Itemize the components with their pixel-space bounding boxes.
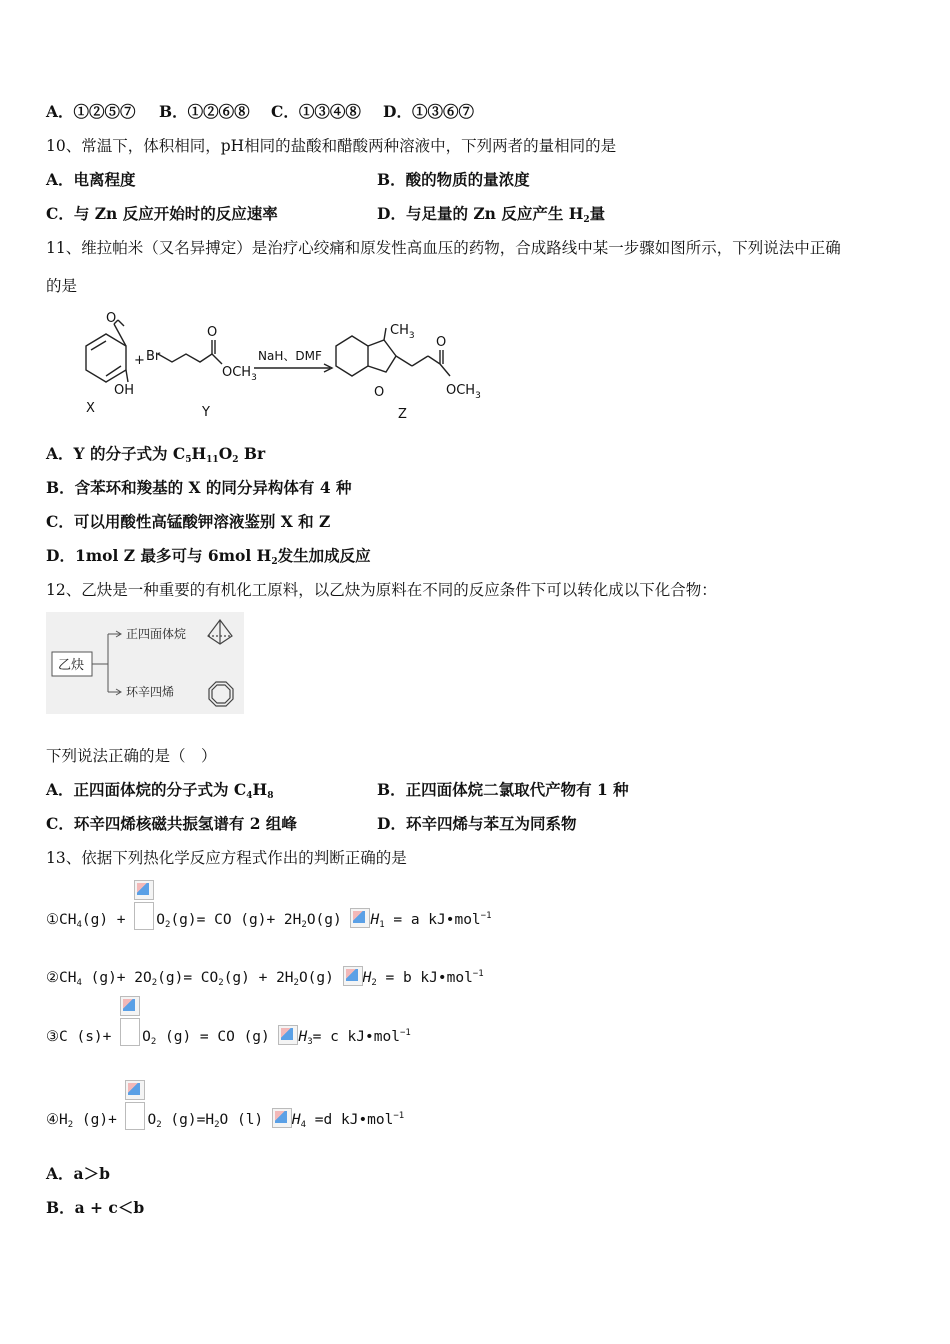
q11-option-c: C．可以用酸性高锰酸钾溶液鉴别 X 和 Z <box>46 512 331 531</box>
q13-equation-2: $②CH_4$ $(g)+ 2O_2(g)= CO_2(g) + 2H_2O(g)$ $H_2 = b$ kJ•mol$^{-1}$ <box>46 964 484 993</box>
z-ester-group: $OCH_3$ <box>446 383 481 401</box>
z-carbonyl-o: O <box>436 335 447 350</box>
cyclooctatetraene-icon <box>209 682 233 706</box>
delta-symbol-icon <box>278 1025 298 1045</box>
q12-stem: 12、乙炔是一种重要的有机化工原料，以乙炔为原料在不同的反应条件下可以转化成以下化合物： <box>46 581 717 599</box>
q11-stem: 11、维拉帕米（又名异搏定）是治疗心绞痛和原发性高血压的药物，合成路线中某一步骤如图所示，下列说法中正确 <box>46 239 841 257</box>
q10-stem: 10、常温下，体积相同，pH相同的盐酸和醋酸两种溶液中，下列两者的量相同的是 <box>46 137 617 155</box>
delta-symbol-icon <box>350 908 370 928</box>
q13-option-a: A．a＞b <box>46 1164 110 1183</box>
q11-option-a: A．Y 的分子式为 $C_5H_{11}O_2$ Br <box>46 444 266 465</box>
x-label: X <box>86 401 95 416</box>
q10-option-d: D．与足量的 Zn 反应产生 $H_2$量 <box>377 204 606 225</box>
q12-option-b: B．正四面体烷二氯取代产物有 1 种 <box>377 780 629 799</box>
q9-option-c: C．①③④⑧ <box>271 102 361 121</box>
q13-equation-4: $④H_2$ $(g)+ O_2$ $(g)=H_2O$ (l) $H_4 =d$ kJ•mol$^{-1}$ <box>46 1106 404 1135</box>
q11-reaction-scheme <box>46 306 506 426</box>
delta-symbol-icon <box>272 1108 292 1128</box>
z-label: Z <box>398 407 407 422</box>
q13-stem: 13、依据下列热化学反应方程式作出的判断正确的是 <box>46 849 407 867</box>
q13-equation-3: ③C $(s)+ O_2$ (g) = CO (g) $H_3= c$ kJ•mol$^{-1}$ <box>46 1023 411 1052</box>
q12-question: 下列说法正确的是（ ） <box>46 747 217 765</box>
q13-option-b: B．a + c＜b <box>46 1198 145 1217</box>
q9-option-d: D．①③⑥⑦ <box>383 102 474 121</box>
q11-option-b: B．含苯环和羧基的 X 的同分异构体有 4 种 <box>46 478 352 497</box>
diagram-tetrahedrane-label: 正四面体烷 <box>126 627 187 641</box>
x-hydroxyl: OH <box>114 383 135 398</box>
q11-stem-cont: 的是 <box>46 277 78 295</box>
q12-option-d: D．环辛四烯与苯互为同系物 <box>377 814 577 833</box>
q10-option-c: C．与 Zn 反应开始时的反应速率 <box>46 204 278 223</box>
y-label: Y <box>202 405 210 420</box>
y-bromine: Br <box>146 349 161 364</box>
diagram-acetylene: 乙炔 <box>58 658 85 673</box>
y-carbonyl-o: O <box>207 325 218 340</box>
x-carbonyl-o: O <box>106 311 117 326</box>
broken-image-icon <box>134 880 154 900</box>
delta-symbol-icon <box>343 966 363 986</box>
diagram-cyclooctatetraene-label: 环辛四烯 <box>126 685 175 699</box>
z-benzene-ring <box>336 336 368 376</box>
q10-option-b: B．酸的物质的量浓度 <box>377 170 530 189</box>
q9-option-b: B．①②⑥⑧ <box>159 102 250 121</box>
broken-image-icon <box>125 1080 145 1100</box>
q11-option-d: D．1mol Z 最多可与 6mol $H_2$发生加成反应 <box>46 546 371 567</box>
z-methyl: $CH_3$ <box>390 323 415 341</box>
y-ester-group: $OCH_3$ <box>222 365 257 383</box>
q13-equation-1: $①CH_4(g) + O_2(g)=$ CO $(g)+ 2H_2O(g)$ $H_1 = a$ kJ•mol$^{-1}$ <box>46 906 492 935</box>
q12-option-a: A．正四面体烷的分子式为 $C_4H_8$ <box>46 780 274 801</box>
q10-option-a: A．电离程度 <box>46 170 136 189</box>
q12-option-c: C．环辛四烯核磁共振氢谱有 2 组峰 <box>46 814 297 833</box>
z-ring-o: O <box>374 385 385 400</box>
plus-sign: + <box>134 353 145 368</box>
broken-image-icon <box>120 996 140 1016</box>
q12-conversion-diagram <box>46 612 244 714</box>
q9-option-a: A．①②⑤⑦ <box>46 102 136 121</box>
reagent-label: NaH、DMF <box>258 349 322 363</box>
tetrahedrane-icon <box>208 620 232 644</box>
